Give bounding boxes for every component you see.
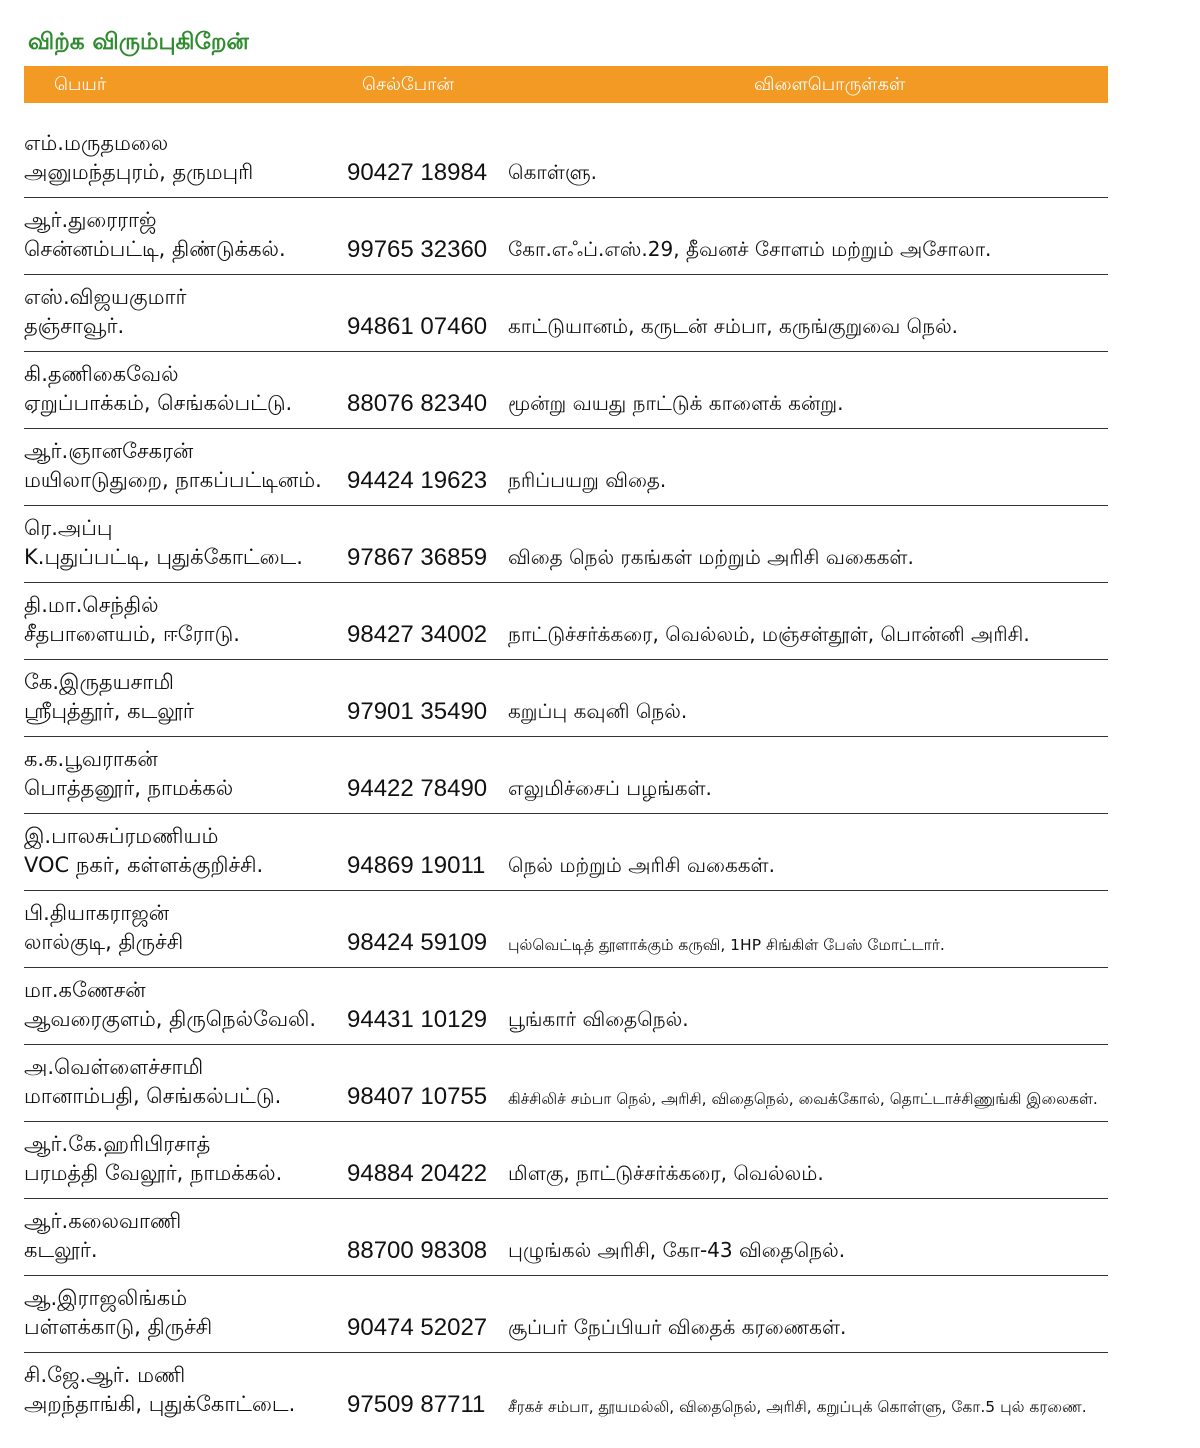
seller-cell [24,514,303,572]
page-title: விற்க விரும்புகிறேன் [28,29,249,55]
seller-products: சூப்பர் நேப்பியர் விதைக் கரணைகள். [508,1315,847,1339]
seller-place: சீதபாளையம், ஈரோடு. [24,622,240,646]
seller-phone: 90474 52027 [347,1314,488,1341]
listing-rows [24,123,1108,1429]
seller-cell [24,1284,212,1342]
seller-place: அறந்தாங்கி, புதுக்கோட்டை. [24,1392,296,1416]
seller-name: ரெ.அப்பு [24,516,113,540]
table-header [24,66,1108,103]
seller-phone: 98407 10755 [347,1083,488,1110]
header-products: விளைபொருள்கள் [754,74,906,95]
seller-place: மயிலாடுதுறை, நாகப்பட்டினம். [24,468,322,492]
seller-phone: 90427 18984 [347,159,488,186]
seller-cell [24,976,316,1034]
seller-cell [24,668,194,726]
seller-cell [24,283,186,341]
seller-phone: 97867 36859 [347,544,488,571]
seller-name: எஸ்.விஜயகுமார் [24,285,187,309]
table-row [24,1355,1108,1429]
seller-phone: 94422 78490 [347,775,488,802]
seller-name: ஆ.இராஜலிங்கம் [24,1286,188,1310]
seller-place: ஸ்ரீபுத்தூர், கடலூர் [24,699,194,723]
seller-place: பொத்தனூர், நாமக்கல் [24,776,234,800]
seller-products: நாட்டுச்சர்க்கரை, வெல்லம், மஞ்சள்தூள், பொன்னி அரிசி. [508,622,1030,646]
seller-name: கே.இருதயசாமி [24,670,174,694]
seller-cell [24,745,233,803]
table-row [24,970,1108,1045]
seller-name: க.க.பூவராகன் [24,747,158,771]
seller-products: புழுங்கல் அரிசி, கோ-43 விதைநெல். [508,1238,846,1262]
seller-phone: 94431 10129 [347,1006,488,1033]
seller-name: எம்.மருதமலை [24,131,169,155]
table-row [24,200,1108,275]
seller-place: VOC நகர், கள்ளக்குறிச்சி. [24,853,264,877]
seller-name: தி.மா.செந்தில் [24,593,159,617]
table-row [24,277,1108,352]
header-phone: செல்போன் [362,74,454,95]
seller-products: மிளகு, நாட்டுச்சர்க்கரை, வெல்லம். [508,1161,824,1185]
table-row [24,431,1108,506]
seller-place: கடலூர். [24,1238,98,1262]
seller-phone: 98427 34002 [347,621,488,648]
seller-phone: 98424 59109 [347,929,488,956]
table-row [24,1047,1108,1122]
seller-products: விதை நெல் ரகங்கள் மற்றும் அரிசி வகைகள். [508,545,914,569]
seller-place: லால்குடி, திருச்சி [24,930,184,954]
table-row [24,1278,1108,1353]
header-name: பெயர் [54,74,107,95]
table-row [24,1201,1108,1276]
table-row [24,123,1108,198]
seller-name: அ.வெள்ளைச்சாமி [24,1055,204,1079]
seller-cell [24,591,240,649]
seller-cell [24,129,253,187]
seller-cell [24,1207,181,1265]
seller-phone: 94424 19623 [347,467,488,494]
seller-phone: 88076 82340 [347,390,488,417]
seller-phone: 94861 07460 [347,313,488,340]
seller-place: சென்னம்பட்டி, திண்டுக்கல். [24,237,286,261]
table-row [24,508,1108,583]
seller-products: பூங்கார் விதைநெல். [508,1007,689,1031]
seller-cell [24,822,263,880]
seller-phone: 94884 20422 [347,1160,488,1187]
seller-place: மானாம்பதி, செங்கல்பட்டு. [24,1084,282,1108]
seller-phone: 99765 32360 [347,236,488,263]
seller-phone: 88700 98308 [347,1237,488,1264]
seller-products: கறுப்பு கவுனி நெல். [508,699,688,723]
seller-products: நரிப்பயறு விதை. [508,468,667,492]
seller-products: சீரகச் சம்பா, தூயமல்லி, விதைநெல், அரிசி, கறுப்புக் கொள்ளு, கோ.5 புல் கரணை. [508,1398,1087,1416]
seller-cell [24,1053,281,1111]
seller-name: ஆர்.துரைராஜ் [24,208,157,232]
seller-name: ஆர்.கே.ஹரிபிரசாத் [24,1132,211,1156]
seller-cell [24,1130,282,1188]
seller-products: நெல் மற்றும் அரிசி வகைகள். [508,853,775,877]
seller-place: ஆவரைகுளம், திருநெல்வேலி. [24,1007,317,1031]
seller-cell [24,206,286,264]
seller-name: பி.தியாகராஜன் [24,901,170,925]
seller-products: புல்வெட்டித் தூளாக்கும் கருவி, 1HP சிங்கிள் பேஸ் மோட்டார். [508,936,945,954]
seller-cell [24,437,322,495]
seller-place: தஞ்சாவூர். [24,314,125,338]
table-row [24,816,1108,891]
seller-name: ஆர்.கலைவாணி [24,1209,182,1233]
seller-products: எலுமிச்சைப் பழங்கள். [508,776,712,800]
seller-name: இ.பாலசுப்ரமணியம் [24,824,219,848]
seller-products: காட்டுயானம், கருடன் சம்பா, கருங்குறுவை நெல். [508,314,959,338]
seller-products: கொள்ளு. [508,160,598,184]
seller-cell [24,360,292,418]
seller-place: பரமத்தி வேலூர், நாமக்கல். [24,1161,283,1185]
table-row [24,662,1108,737]
seller-place: ஏறுப்பாக்கம், செங்கல்பட்டு. [24,391,293,415]
seller-place: K.புதுப்பட்டி, புதுக்கோட்டை. [24,545,303,569]
seller-cell [24,899,183,957]
table-row [24,354,1108,429]
seller-name: ஆர்.ஞானசேகரன் [24,439,194,463]
listing-page [24,24,1108,1431]
seller-name: கி.தணிகைவேல் [24,362,179,386]
seller-products: மூன்று வயது நாட்டுக் காளைக் கன்று. [508,391,844,415]
table-row [24,585,1108,660]
table-row [24,893,1108,968]
seller-phone: 94869 19011 [347,852,486,879]
seller-name: மா.கணேசன் [24,978,146,1002]
seller-place: அனுமந்தபுரம், தருமபுரி [24,160,254,184]
table-row [24,1124,1108,1199]
seller-products: கிச்சிலிச் சம்பா நெல், அரிசி, விதைநெல், வைக்கோல், தொட்டாச்சிணுங்கி இலைகள். [508,1090,1098,1108]
seller-phone: 97901 35490 [347,698,488,725]
seller-place: பள்ளக்காடு, திருச்சி [24,1315,213,1339]
seller-name: சி.ஜே.ஆர். மணி [24,1363,186,1387]
seller-products: கோ.எஃப்.எஸ்.29, தீவனச் சோளம் மற்றும் அசோலா. [508,237,992,261]
table-row [24,739,1108,814]
seller-cell [24,1361,295,1419]
seller-phone: 97509 87711 [347,1391,486,1418]
